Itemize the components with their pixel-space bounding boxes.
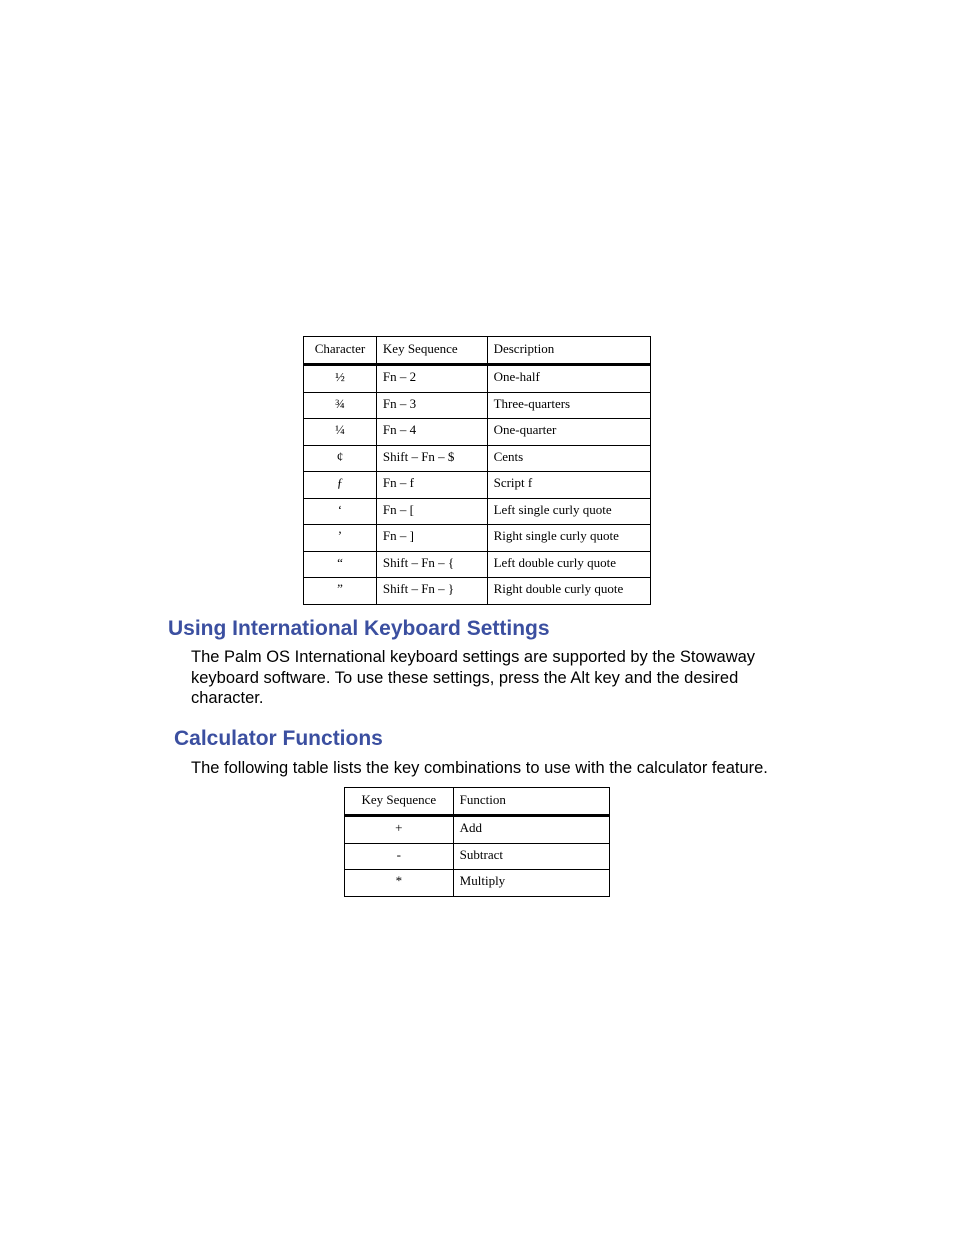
description-cell: Right single curly quote [487,525,650,552]
character-cell: ’ [304,525,377,552]
key-sequence-cell: + [345,816,454,844]
section-body-calculator: The following table lists the key combinations to use with the calculator feature. [191,759,768,777]
column-header-character: Character [304,337,377,365]
key-sequence-cell: Fn – 3 [376,392,487,419]
key-sequence-cell: Fn – ] [376,525,487,552]
key-sequence-cell: Shift – Fn – { [376,551,487,578]
key-sequence-cell: Fn – [ [376,498,487,525]
key-sequence-cell: Fn – f [376,472,487,499]
table-row [304,551,651,578]
table-row [304,472,651,499]
column-header-function: Function [453,788,609,816]
function-cell: Subtract [453,843,609,870]
column-header-key-sequence: Key Sequence [345,788,454,816]
description-cell: One-quarter [487,419,650,446]
character-cell: ¾ [304,392,377,419]
table-row [304,525,651,552]
character-cell: ¼ [304,419,377,446]
key-sequence-cell: Shift – Fn – } [376,578,487,605]
table-row [304,419,651,446]
character-cell: ½ [304,365,377,393]
description-cell: Script f [487,472,650,499]
table-row [345,816,610,844]
description-cell: Left double curly quote [487,551,650,578]
table-header-row [345,788,610,816]
table-header-row [304,337,651,365]
column-header-description: Description [487,337,650,365]
table-row [345,843,610,870]
description-cell: Left single curly quote [487,498,650,525]
description-cell: Cents [487,445,650,472]
table-row [304,578,651,605]
function-cell: Multiply [453,870,609,897]
column-header-key-sequence: Key Sequence [376,337,487,365]
character-cell: ” [304,578,377,605]
key-sequence-cell: Fn – 4 [376,419,487,446]
character-cell: ¢ [304,445,377,472]
key-sequence-cell: - [345,843,454,870]
character-cell: “ [304,551,377,578]
section-body-international-keyboard: The Palm OS International keyboard settings are supported by the Stowaway keyboard software. To use these settings, press the Alt key and the desired character. [191,648,756,707]
description-cell: Right double curly quote [487,578,650,605]
table-row [304,445,651,472]
calculator-table [344,787,610,897]
character-table [303,336,651,605]
description-cell: Three-quarters [487,392,650,419]
description-cell: One-half [487,365,650,393]
table-row [304,365,651,393]
table-row [345,870,610,897]
table-row [304,498,651,525]
character-cell: ƒ [304,472,377,499]
section-heading-calculator: Calculator Functions [174,727,383,750]
key-sequence-cell: * [345,870,454,897]
key-sequence-cell: Shift – Fn – $ [376,445,487,472]
table-row [304,392,651,419]
function-cell: Add [453,816,609,844]
character-cell: ‘ [304,498,377,525]
key-sequence-cell: Fn – 2 [376,365,487,393]
section-heading-international-keyboard: Using International Keyboard Settings [168,617,550,640]
